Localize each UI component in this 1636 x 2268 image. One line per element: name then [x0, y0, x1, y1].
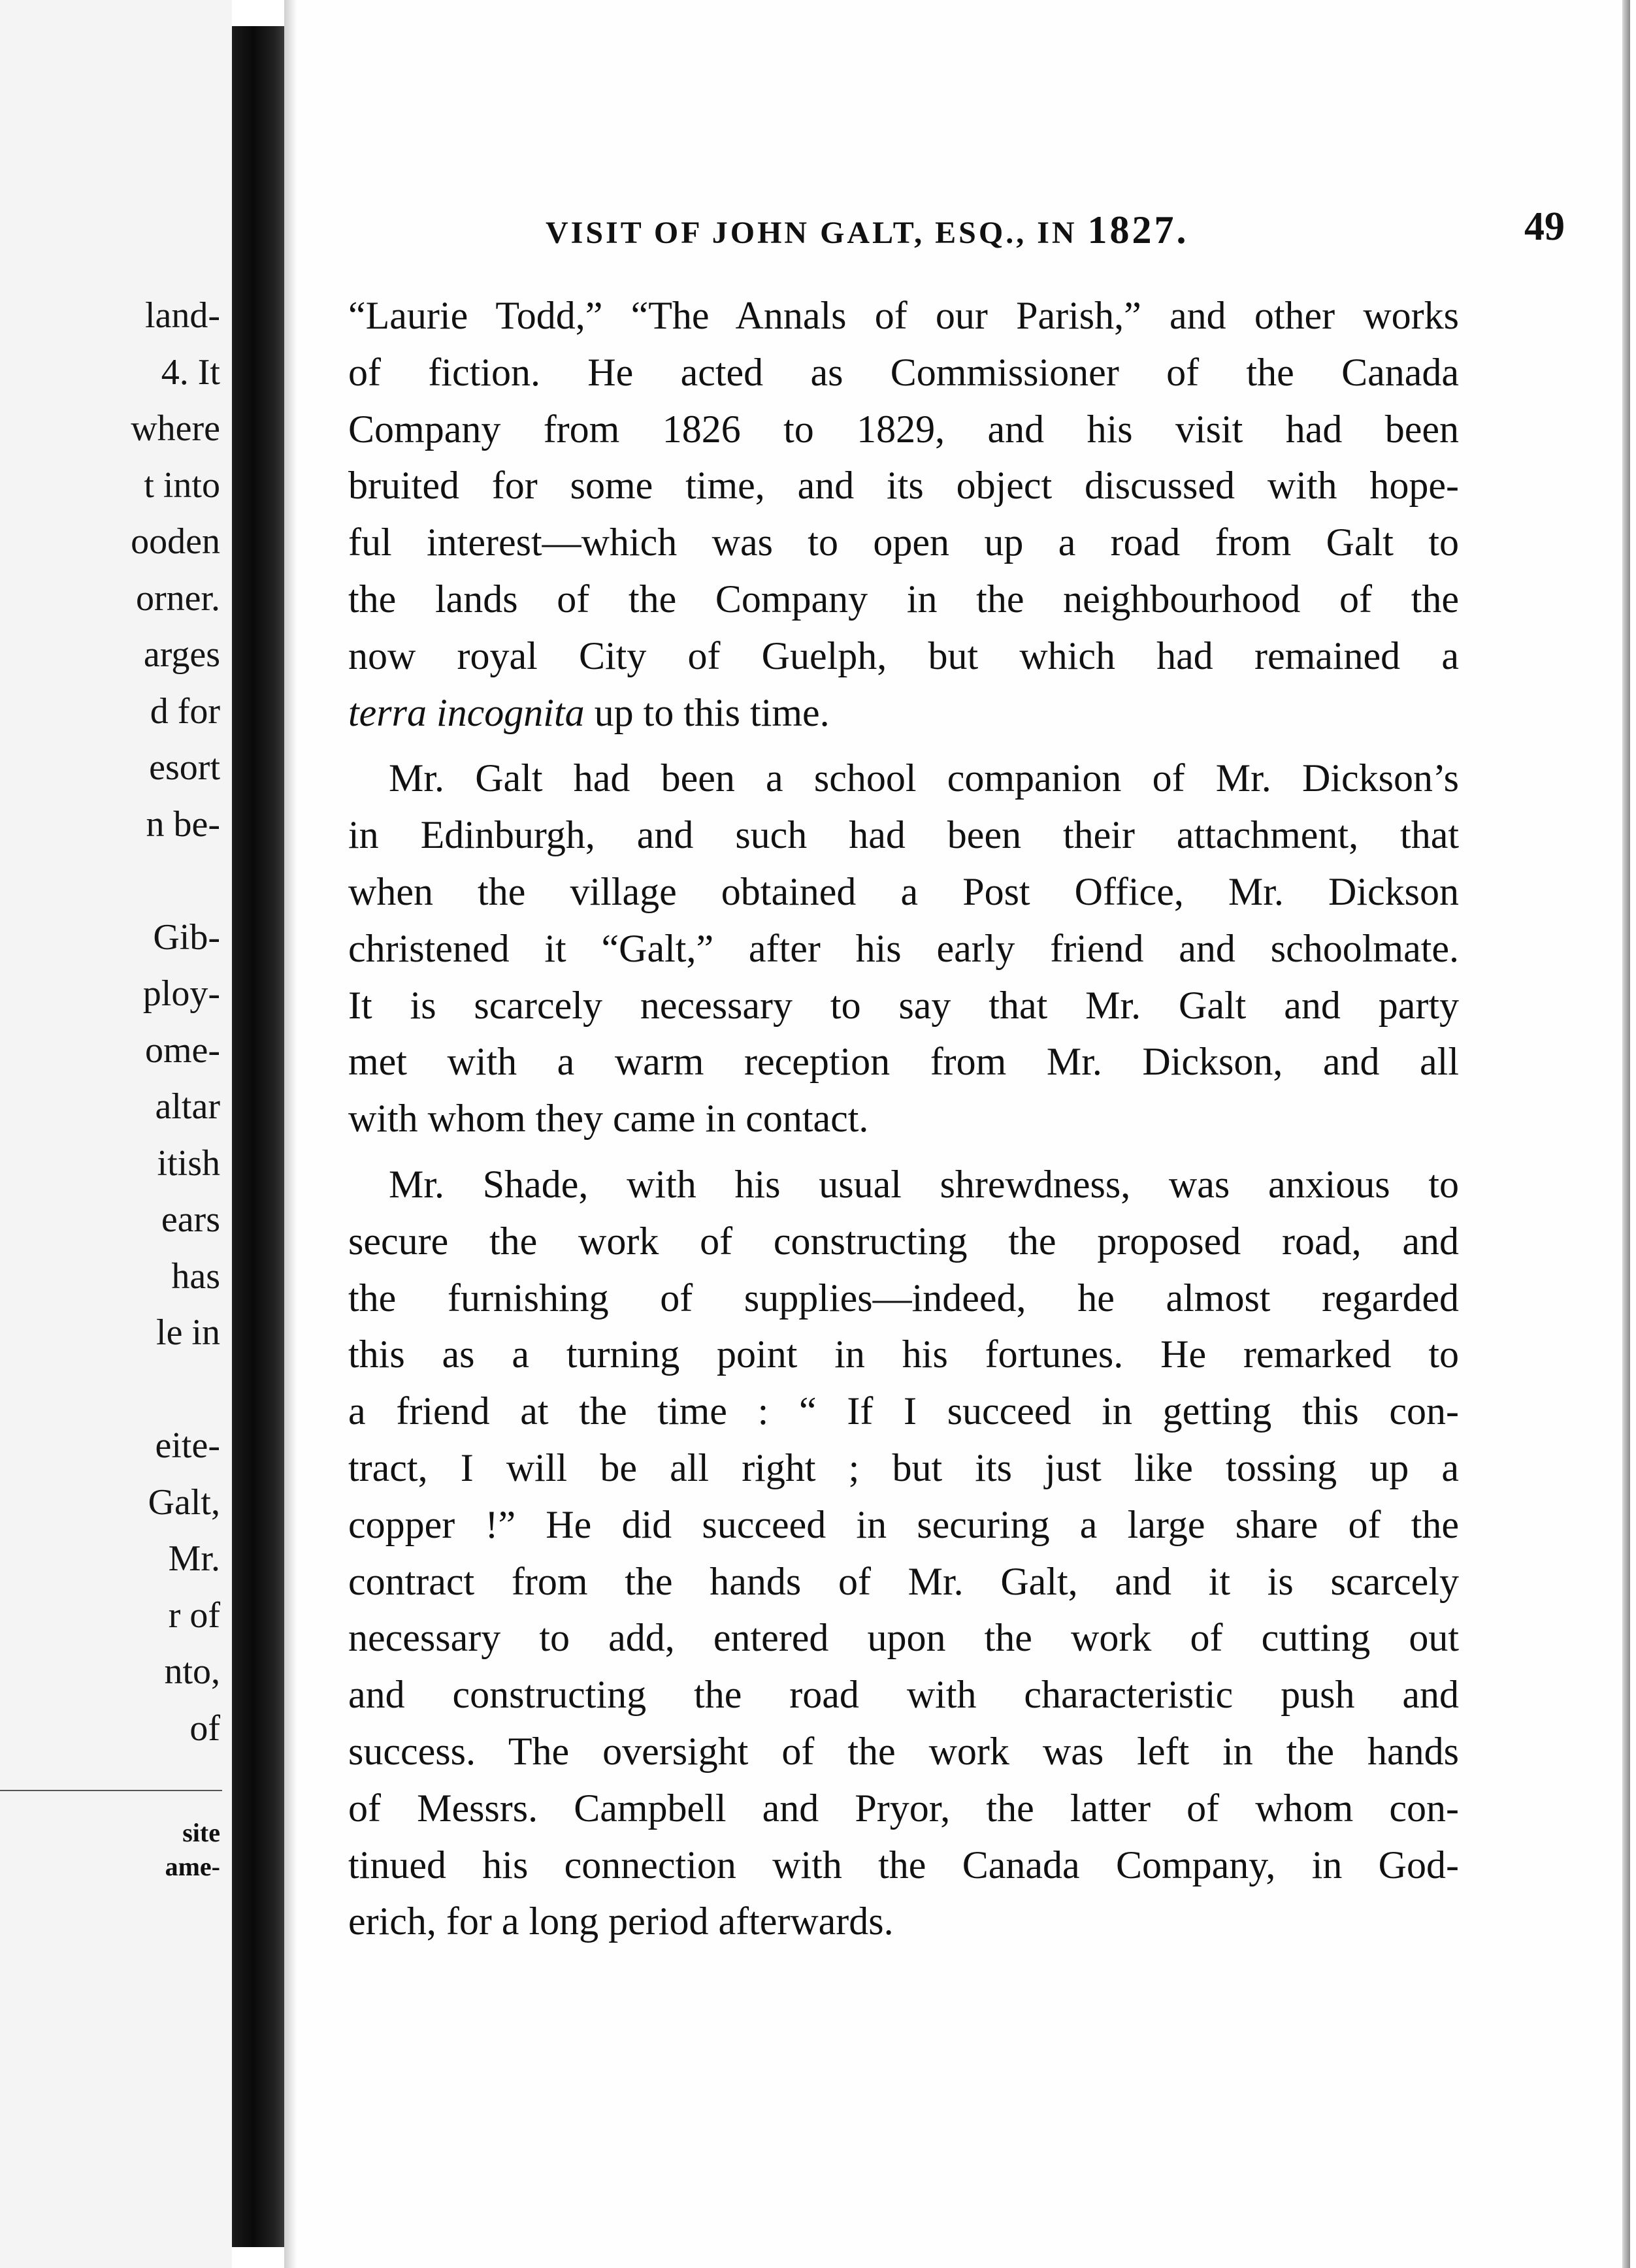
- left-fragment: nto,: [164, 1651, 220, 1692]
- left-fragment: arges: [143, 634, 220, 675]
- left-fragment: ploy-: [142, 973, 220, 1014]
- text-line: the furnishing of supplies—indeed, he almost regarded: [348, 1276, 1459, 1320]
- footnote-line: site: [182, 1818, 220, 1847]
- text-line: this as a turning point in his fortunes. He remarked to: [348, 1333, 1459, 1376]
- text-line: tinued his connection with the Canada Company, in God-: [348, 1843, 1459, 1887]
- text-line: with whom they came in contact.: [348, 1097, 869, 1141]
- right-page: [297, 0, 1630, 2268]
- left-fragment: Gib-: [153, 916, 220, 958]
- body-text: [348, 287, 1459, 1950]
- text-line: copper !” He did succeed in securing a large share of the: [348, 1502, 1459, 1546]
- text-line: secure the work of constructing the proposed road, and: [348, 1219, 1459, 1263]
- left-fragment: eite-: [155, 1425, 220, 1466]
- left-fragment: esort: [149, 747, 220, 788]
- text-line: It is scarcely necessary to say that Mr. Galt and party: [348, 983, 1459, 1027]
- left-fragment: ears: [161, 1199, 220, 1240]
- text-line: tract, I will be all right ; but its just like tossing up a: [348, 1446, 1459, 1489]
- text-line: [348, 685, 1459, 741]
- running-head-title: [546, 208, 1189, 253]
- left-fragment: [5, 1361, 220, 1418]
- left-fragment: r of: [168, 1595, 220, 1636]
- left-fragment: Mr.: [168, 1538, 220, 1579]
- running-head-year: 1827.: [1087, 208, 1189, 251]
- text-line: Mr. Shade, with his usual shrewdness, was anxious to: [389, 1162, 1459, 1206]
- text-line: success. The oversight of the work was left in the hands: [348, 1729, 1459, 1773]
- text-line: Mr. Galt had been a school companion of Mr. Dickson’s: [389, 756, 1459, 800]
- left-fragment: [5, 852, 220, 909]
- left-fragment: itish: [157, 1142, 220, 1184]
- left-fragment: d for: [150, 690, 220, 732]
- left-fragment: has: [171, 1256, 220, 1297]
- text-line: of fiction. He acted as Commissioner of the Canada: [348, 350, 1459, 394]
- left-fragment: of: [189, 1708, 220, 1749]
- text-line: erich, for a long period afterwards.: [348, 1900, 894, 1943]
- text-line: the lands of the Company in the neighbourhood of the: [348, 577, 1459, 621]
- left-fragment: 4. It: [161, 351, 220, 393]
- text-line: a friend at the time : “ If I succeed in getting this con-: [348, 1389, 1459, 1433]
- italic-phrase: terra incognita: [348, 690, 585, 734]
- left-fragment: where: [131, 408, 220, 449]
- footnote-line: ame-: [165, 1852, 220, 1881]
- text-line: met with a warm reception from Mr. Dickson, and all: [348, 1040, 1459, 1084]
- left-footnote: [24, 1816, 220, 1884]
- text-line: bruited for some time, and its object discussed with hope-: [348, 464, 1459, 508]
- page-edge: [1622, 0, 1630, 2268]
- text-line: in Edinburgh, and such had been their attachment, that: [348, 813, 1459, 857]
- running-head-text: VISIT OF JOHN GALT, ESQ., IN: [546, 216, 1077, 250]
- left-fragment: land-: [144, 295, 220, 336]
- paragraph: [348, 750, 1459, 1147]
- footnote-rule: [0, 1790, 222, 1791]
- left-fragment: n be-: [146, 803, 220, 845]
- text-line: now royal City of Guelph, but which had remained a: [348, 634, 1459, 677]
- left-fragment: ome-: [144, 1029, 220, 1071]
- left-fragment: orner.: [135, 577, 220, 619]
- running-head: [546, 204, 1565, 267]
- text-line: christened it “Galt,” after his early friend and schoolmate.: [348, 926, 1459, 970]
- left-page-text-fragments: [5, 287, 220, 1757]
- text-line: Company from 1826 to 1829, and his visit had been: [348, 407, 1459, 451]
- text-line: contract from the hands of Mr. Galt, and it is scarcely: [348, 1559, 1459, 1603]
- text-line: and constructing the road with characteristic push and: [348, 1673, 1459, 1717]
- left-fragment: altar: [155, 1086, 220, 1127]
- text-line: of Messrs. Campbell and Pryor, the latter of whom con-: [348, 1786, 1459, 1830]
- text-line: ful interest—which was to open up a road from Galt to: [348, 521, 1459, 564]
- left-fragment: Galt,: [148, 1482, 220, 1523]
- gutter-shadow: [284, 0, 297, 2268]
- text-line: necessary to add, entered upon the work of cutting out: [348, 1616, 1459, 1660]
- text-line: when the village obtained a Post Office, Mr. Dickson: [348, 869, 1459, 913]
- paragraph: [348, 1156, 1459, 1950]
- paragraph: [348, 287, 1459, 741]
- left-fragment: t into: [144, 464, 220, 506]
- left-facing-page: [0, 0, 232, 2268]
- left-fragment: ooden: [131, 521, 220, 562]
- page-number: 49: [1524, 204, 1565, 249]
- text-line-rest: up to this time.: [584, 690, 830, 734]
- left-fragment: le in: [156, 1312, 220, 1353]
- book-spine: [232, 26, 284, 2247]
- text-line: “Laurie Todd,” “The Annals of our Parish,” and other works: [348, 294, 1459, 337]
